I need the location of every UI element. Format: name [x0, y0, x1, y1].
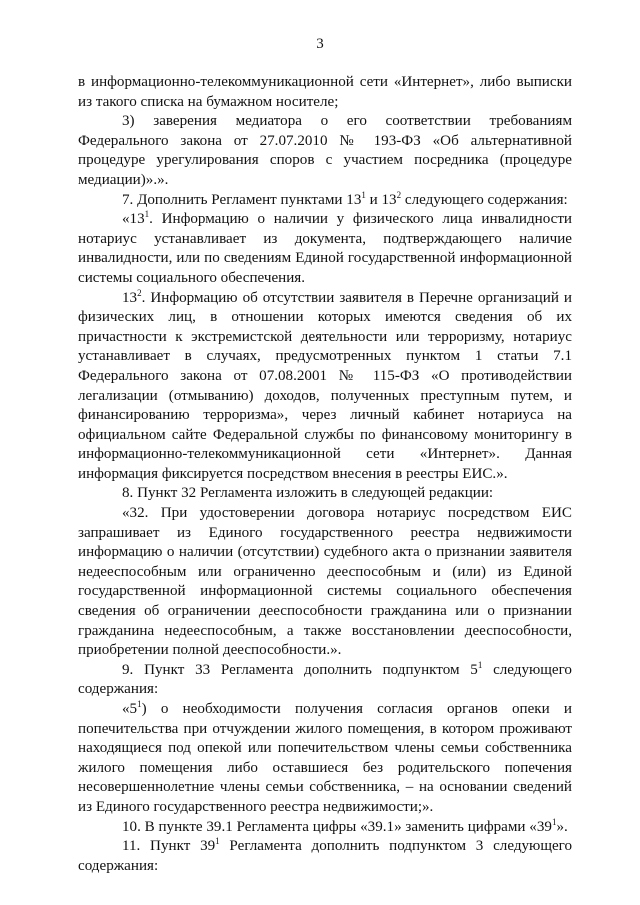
superscript: 1: [137, 699, 142, 709]
paragraph: [78, 191, 572, 211]
page-number: 3: [316, 36, 324, 52]
paragraph-text: Регламента дополнить подпунктом 3 следующего содержания:: [78, 838, 573, 874]
paragraph: [78, 700, 572, 818]
paragraph-text: 7. Дополнить Регламент пунктами 13: [122, 191, 362, 208]
paragraph: [78, 484, 572, 504]
superscript: 1: [144, 209, 150, 220]
paragraph: [78, 73, 572, 112]
paragraph-text: 11. Пункт 39: [122, 838, 216, 855]
superscript: 2: [137, 287, 142, 298]
paragraph-text: «5: [122, 701, 138, 717]
superscript: 1: [361, 189, 366, 200]
paragraph-text: в информационно-телекоммуникационной сети «Интернет», либо выписки из такого списка на бумажном носителе;: [78, 74, 572, 110]
paragraph-text: «32. При удостоверении договора нотариус посредством ЕИС запрашивает из Единого государственного реестра недвижимости информацию о наличии (отсутствии) судебного акта о признании заявителя недееспособным или ограниченно дееспособным и (или) из Единой государственной информационной системы социального обеспечения сведения об ограничении дееспособности гражданина или о признании гражданина недееспособным, а также восстановлении дееспособности, приобретении полной дееспособности.».: [78, 505, 572, 659]
paragraph-text: 8. Пункт 32 Регламента изложить в следующей редакции:: [122, 485, 494, 502]
paragraph-text: следующего содержания:: [78, 661, 572, 698]
paragraph-text: следующего содержания:: [401, 191, 568, 208]
paragraph-text: ) о необходимости получения согласия органов опеки и попечительства при отчуждении жилого помещения, в котором проживают находящиеся под опекой или попечительством члены семьи собственника жилого помещения либо оставшиеся без родительского попечения несовершеннолетние члены семьи собственника, – на основании сведений из Единого государственного реестра недвижимости;».: [78, 701, 572, 815]
paragraph: [78, 210, 572, 288]
paragraph: [78, 112, 572, 190]
paragraph: [78, 289, 572, 485]
paragraph: [78, 837, 572, 876]
paragraph: [78, 661, 572, 700]
paragraph-text: ».: [556, 818, 568, 835]
document-body: [78, 73, 572, 876]
superscript: 1: [215, 836, 220, 847]
paragraph-text: 13: [122, 289, 138, 306]
paragraph-text: «13: [122, 211, 145, 228]
paragraph-text: . Информацию об отсутствии заявителя в Перечне организаций и физических лиц, в отношении которых имеются сведения об их причастности к экстремистской деятельности или терроризму, нотариус устанавливает в случаях, предусмотренных пунктом 1 статьи 7.1 Федерального закона от 07.08.2001 № 115-ФЗ «О противодействии легализации (отмыванию) доходов, полученных преступным путем, и финансированию терроризма», через личный кабинет нотариуса на официальном сайте Федеральной службы по финансовому мониторингу в информационно-телекоммуникационной сети «Интернет». Данная информация фиксируется посредством внесения в реестры ЕИС.».: [78, 289, 572, 482]
paragraph-text: 9. Пункт 33 Регламента дополнить подпунктом 5: [122, 661, 478, 678]
superscript: 1: [477, 659, 483, 670]
paragraph-text: 10. В пункте 39.1 Регламента цифры «39.1» заменить цифрами «39: [122, 818, 552, 835]
superscript: 2: [396, 189, 402, 200]
paragraph-text: . Информацию о наличии у физического лица инвалидности нотариус устанавливает из документа, подтверждающего наличие инвалидности, или по сведениям Единой государственной информационной системы социального обеспечения.: [78, 211, 572, 286]
paragraph-text: и 13: [365, 191, 397, 208]
paragraph: [78, 818, 572, 838]
superscript: 1: [551, 816, 557, 827]
paragraph-text: 3) заверения медиатора о его соответствии требованиям Федерального закона от 27.07.2010 № 193-ФЗ «Об альтернативной процедуре урегулирования споров с участием посредника (процедуре медиации)».».: [78, 113, 572, 188]
paragraph: [78, 504, 572, 661]
